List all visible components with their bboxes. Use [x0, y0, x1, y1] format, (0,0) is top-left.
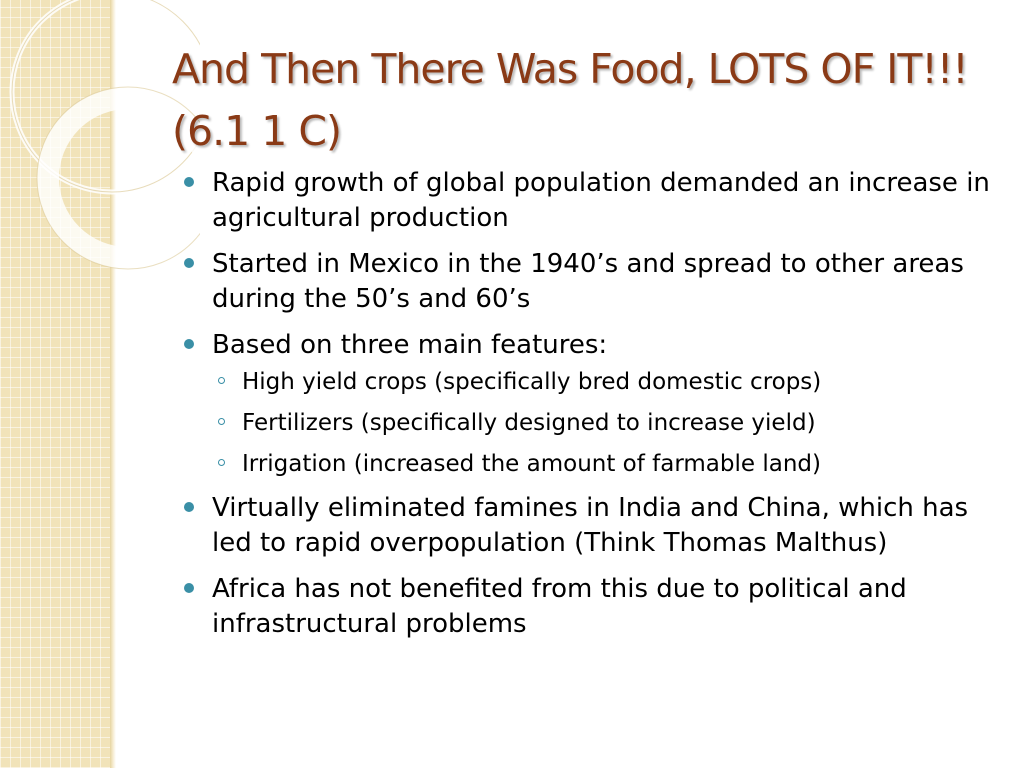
bullet-dot-icon: [184, 258, 194, 268]
bullet-item: [184, 572, 994, 642]
sub-bullet-text: Irrigation (increased the amount of farmable land): [242, 451, 821, 477]
bullet-text: Based on three main features:: [212, 330, 608, 360]
sub-bullet-text: High yield crops (specifically bred domestic crops): [242, 369, 822, 395]
bullet-item: [184, 166, 994, 236]
slide-title: And Then There Was Food, LOTS OF IT!!!(6.1 1 C): [172, 45, 968, 155]
bullet-dot-icon: [184, 502, 194, 512]
bullet-dot-icon: [184, 583, 194, 593]
sub-bullet-item: [212, 367, 994, 398]
bullet-dot-icon: [184, 339, 194, 349]
bullet-dot-icon: [184, 177, 194, 187]
bullet-text: Started in Mexico in the 1940’s and spread to other areas during the 50’s and 60’s: [212, 249, 964, 314]
decorative-circles: [0, 0, 200, 300]
sub-bullet-text: Fertilizers (specifically designed to increase yield): [242, 410, 816, 436]
bullet-item: [184, 491, 994, 561]
bullet-ring-icon: [218, 377, 225, 384]
sub-bullet-item: [212, 449, 994, 480]
bullet-ring-icon: [218, 459, 225, 466]
bullet-item: [184, 328, 994, 480]
bullet-text: Rapid growth of global population demanded an increase in agricultural production: [212, 168, 990, 233]
bullet-text: Virtually eliminated famines in India and China, which has led to rapid overpopulation (Think Thomas Malthus): [212, 493, 969, 558]
sub-bullet-item: [212, 408, 994, 439]
sub-bullet-list: [212, 367, 994, 480]
bullet-item: [184, 247, 994, 317]
bullet-list: [184, 166, 994, 653]
bullet-ring-icon: [218, 418, 225, 425]
bullet-text: Africa has not benefited from this due to political and infrastructural problems: [212, 574, 907, 639]
